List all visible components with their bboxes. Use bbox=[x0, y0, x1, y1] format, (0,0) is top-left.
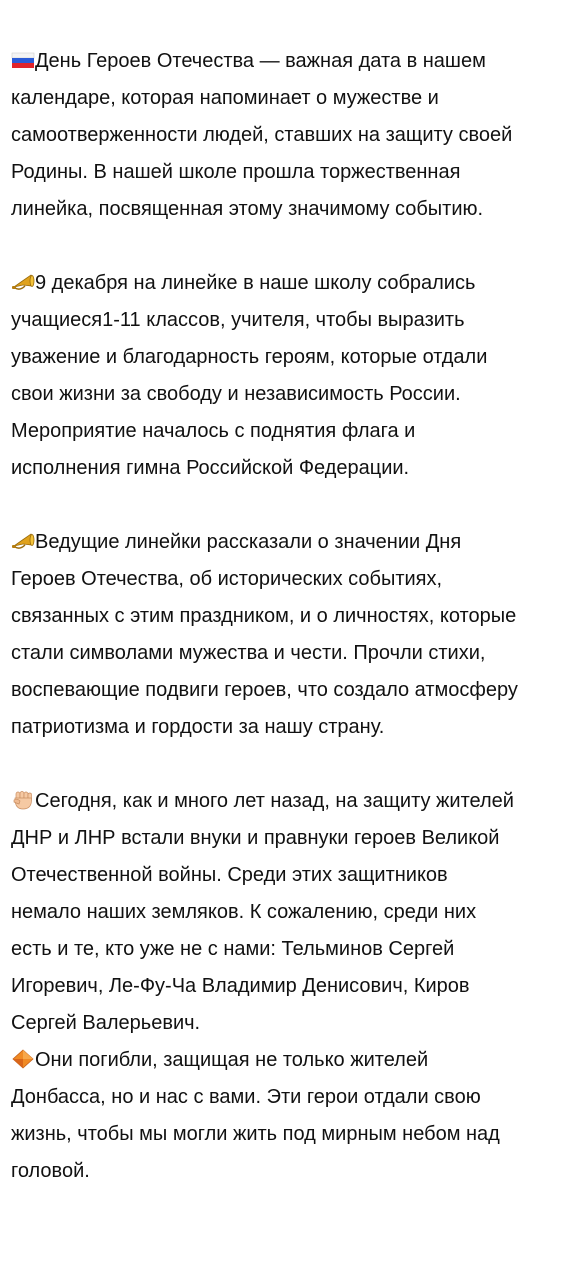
paragraph-3: Ведущие линейки рассказали о значении Дня Героев Отечества, об исторических событиях, связанных с этим праздником, и о личностях, которые стали символами мужества и чести. Прочли стихи, воспевающие подвиги героев, что создало атмосферу патриотизма и гордости за нашу страну. bbox=[11, 531, 518, 738]
orange-diamond-icon bbox=[11, 1049, 35, 1069]
paragraph-1: День Героев Отечества — важная дата в нашем календаре, которая напоминает о мужестве и самоотверженности людей, ставших на защиту своей Родины. В нашей школе прошла торжественная линейка, посвященная этому значимому событию. bbox=[11, 50, 513, 220]
raised-fist-icon bbox=[11, 790, 35, 810]
paragraph-4: Сегодня, как и много лет назад, на защиту жителей ДНР и ЛНР встали внуки и правнуки героев Великой Отечественной войны. Среди этих защитников немало наших земляков. К сожалению, среди них есть и те, кто уже не с нами: Тельминов Сергей Игоревич, Ле-Фу-Ча Владимир Денисович, Киров Сергей Валерьевич. bbox=[11, 790, 514, 1034]
bugle-icon bbox=[11, 531, 35, 551]
paragraph-2: 9 декабря на линейке в наше школу собрались учащиеся1-11 классов, учителя, чтобы выразить уважение и благодарность героям, которые отдали свои жизни за свободу и независимость России. Мероприятие началось с поднятия флага и исполнения гимна Российской Федерации. bbox=[11, 272, 488, 479]
paragraph-5: Они погибли, защищая не только жителей Донбасса, но и нас с вами. Эти герои отдали свою жизнь, чтобы мы могли жить под мирным небом над головой. bbox=[11, 1049, 500, 1182]
russian-flag-icon bbox=[11, 50, 35, 70]
post-body bbox=[11, 43, 581, 1190]
bugle-icon bbox=[11, 272, 35, 292]
